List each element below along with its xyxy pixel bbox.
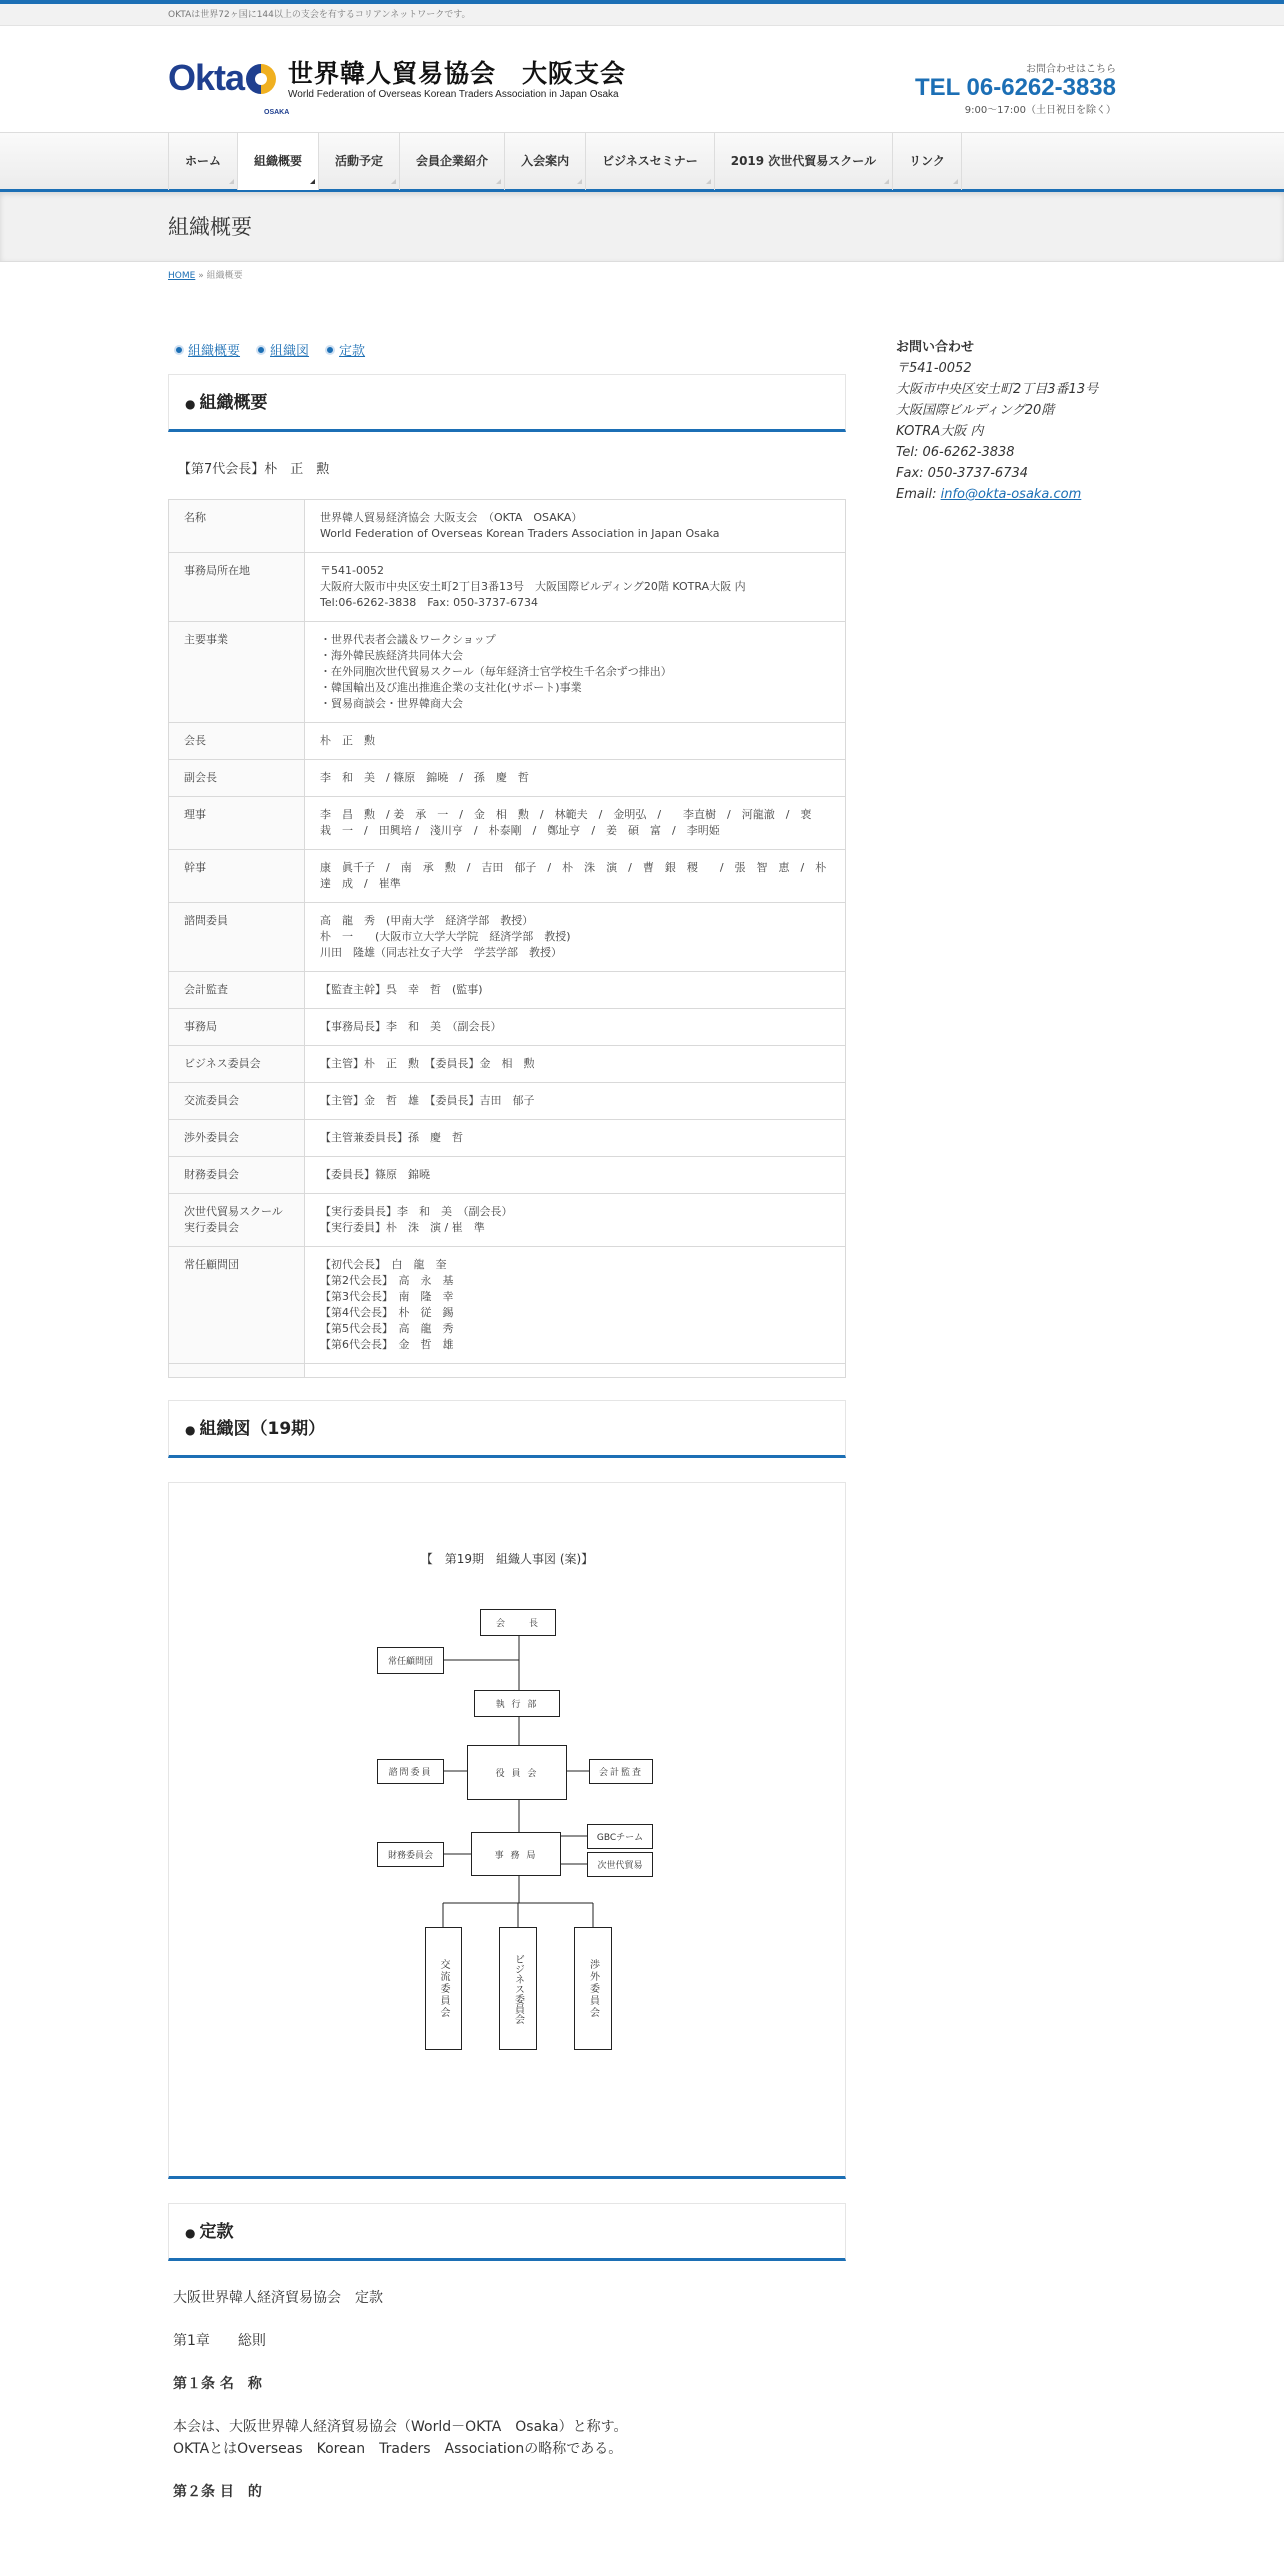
sidebar-zip: 〒541-0052 — [896, 361, 972, 376]
sidebar-contact — [896, 337, 1136, 505]
table-row — [169, 1083, 846, 1120]
table-row-label: 名称 — [169, 500, 305, 553]
table-row — [169, 1009, 846, 1046]
table-row — [169, 1120, 846, 1157]
anchor-links — [168, 340, 846, 359]
table-row — [169, 500, 846, 553]
table-row-value: 【主管】金 哲 雄 【委員長】吉田 郁子 — [305, 1083, 846, 1120]
breadcrumb — [168, 268, 1116, 281]
top-bar — [0, 4, 1284, 26]
teikan-title: 大阪世界韓人経済貿易協会 定款 — [173, 2290, 383, 2306]
anchor-link-overview[interactable]: 組織概要 — [174, 340, 240, 359]
sidebar-address-3: KOTRA大阪 内 — [896, 424, 984, 439]
nav-corner-icon — [577, 179, 582, 184]
org-node-jisedai: 次世代貿易 — [587, 1852, 653, 1877]
bullet-icon — [256, 345, 266, 355]
organization-table — [168, 499, 846, 1378]
table-row — [169, 1364, 846, 1378]
table-row-label: 会計監査 — [169, 972, 305, 1009]
table-row — [169, 1046, 846, 1083]
org-node-shogai: 渉外委員会 — [574, 1927, 612, 2050]
logo-japanese-name: 世界韓人貿易協会 大阪支会 — [288, 59, 627, 88]
sidebar-email-label: Email: — [896, 487, 941, 502]
nav-item-schedule[interactable]: 活動予定 — [319, 133, 400, 190]
table-row-value: 李 和 美 / 篠原 錦曉 / 孫 慶 哲 — [305, 760, 846, 797]
header-contact-label: お問合わせはこちら — [1026, 64, 1116, 75]
table-row-label: 幹事 — [169, 850, 305, 903]
table-row-label — [169, 1364, 305, 1378]
section-heading-teikan: ● 定款 — [168, 2203, 846, 2261]
table-row-label: 主要事業 — [169, 622, 305, 723]
sidebar-tel: Tel: 06-6262-3838 — [896, 445, 1015, 460]
teikan-article-1-line2: OKTAとはOverseas Korean Traders Associationの略称である。 — [173, 2441, 623, 2457]
nav-item-organization[interactable]: 組織概要 — [238, 133, 319, 190]
nav-corner-icon — [391, 179, 396, 184]
table-row-label: 理事 — [169, 797, 305, 850]
org-chart-title: 【 第19期 組織人事図 (案)】 — [420, 1552, 594, 1566]
logo-english-name: World Federation of Overseas Korean Traders Association in Japan Osaka — [288, 89, 619, 100]
table-row-value: 朴 正 勲 — [305, 723, 846, 760]
table-row-value: 【主管兼委員長】孫 慶 哲 — [305, 1120, 846, 1157]
sidebar-title: お問い合わせ — [896, 340, 975, 355]
nav-item-trade-school[interactable]: 2019 次世代貿易スクール — [715, 133, 893, 190]
table-row-value: 【事務局長】李 和 美 （副会長） — [305, 1009, 846, 1046]
org-node-zaimu: 財務委員会 — [377, 1842, 444, 1867]
nav-corner-icon — [706, 179, 711, 184]
org-node-shikko: 執 行 部 — [474, 1690, 560, 1717]
org-node-shimon: 諮問委員 — [377, 1759, 444, 1784]
table-row — [169, 723, 846, 760]
site-header — [168, 26, 1116, 132]
breadcrumb-home-link[interactable]: HOME — [168, 271, 196, 281]
nav-corner-icon — [229, 179, 234, 184]
org-node-jimu: 事 務 局 — [471, 1832, 561, 1876]
bullet-icon — [325, 345, 335, 355]
logo-okta-text: Okta OSAKA — [168, 57, 290, 116]
breadcrumb-separator: » — [198, 271, 204, 281]
nav-item-seminar[interactable]: ビジネスセミナー — [586, 133, 715, 190]
table-row-value: 【委員長】篠原 錦曉 — [305, 1157, 846, 1194]
org-node-koryu: 交流委員会 — [425, 1927, 462, 2050]
table-row-value: 高 龍 秀 (甲南大学 経済学部 教授） 朴 一 (大阪市立大学大学院 経済学部 教授) 川田 隆雄（同志社女子大学 学芸学部 教授） — [305, 903, 846, 972]
anchor-link-chart[interactable]: 組織図 — [256, 340, 309, 359]
nav-item-links[interactable]: リンク — [893, 133, 962, 190]
nav-item-members[interactable]: 会員企業紹介 — [400, 133, 505, 190]
header-contact — [915, 60, 1116, 116]
table-row-label: 渉外委員会 — [169, 1120, 305, 1157]
table-row — [169, 1157, 846, 1194]
main-content — [168, 340, 846, 2524]
table-row-label: 財務委員会 — [169, 1157, 305, 1194]
table-row — [169, 760, 846, 797]
breadcrumb-current: 組織概要 — [206, 271, 243, 281]
sidebar-address-2: 大阪国際ビルディング20階 — [896, 403, 1055, 418]
president-line: 【第7代会長】朴 正 勲 — [178, 462, 330, 477]
teikan-content — [168, 2287, 846, 2503]
org-node-gbc: GBCチーム — [587, 1824, 653, 1849]
header-hours: 9:00～17:00（土日祝日を除く） — [964, 105, 1116, 116]
table-row-value: 李 昌 勲 / 姜 承 一 / 金 相 勲 / 林範夫 / 金明弘 / 李直樹 / 河龍澈 / 裵 栽 一 / 田興培 / 淺川亨 / 朴泰剛 / 鄭址亨 / 姜 碩 富 / 李明姫 — [305, 797, 846, 850]
table-row-label: 会長 — [169, 723, 305, 760]
table-row-label: 常任顧問団 — [169, 1247, 305, 1364]
sidebar-fax: Fax: 050-3737-6734 — [896, 466, 1029, 481]
table-row-label: 副会長 — [169, 760, 305, 797]
table-row — [169, 1194, 846, 1247]
table-row — [169, 850, 846, 903]
table-row-value: 【主管】朴 正 勲 【委員長】金 相 勲 — [305, 1046, 846, 1083]
table-row — [169, 972, 846, 1009]
teikan-article-1: 第１条 名 称 — [173, 2376, 262, 2392]
table-row-value: 世界韓人貿易経済協会 大阪支会 （OKTA OSAKA） World Federation of Overseas Korean Traders Association in Japan Osaka — [305, 500, 846, 553]
table-row — [169, 622, 846, 723]
table-row-value: 康 眞千子 / 南 承 勲 / 吉田 郁子 / 朴 洙 演 / 曹 銀 稷 / 張 智 恵 / 朴 達 成 / 崔準 — [305, 850, 846, 903]
table-row — [169, 903, 846, 972]
table-row-label: ビジネス委員会 — [169, 1046, 305, 1083]
org-node-kansa: 会計監査 — [589, 1759, 653, 1784]
site-logo[interactable] — [168, 57, 627, 116]
table-row — [169, 1247, 846, 1364]
table-row — [169, 797, 846, 850]
table-row-value: 【実行委員長】李 和 美 （副会長） 【実行委員】朴 洙 演 / 崔 準 — [305, 1194, 846, 1247]
teikan-article-1-line1: 本会は、大阪世界韓人経済貿易協会（World－OKTA Osaka）と称す。 — [173, 2419, 628, 2435]
nav-item-home[interactable]: ホーム — [169, 133, 238, 190]
nav-corner-icon — [953, 179, 958, 184]
page-title: 組織概要 — [168, 215, 252, 239]
global-nav — [0, 132, 1284, 192]
table-row-label: 交流委員会 — [169, 1083, 305, 1120]
org-chart-connectors — [169, 1483, 845, 2177]
table-row-value — [305, 1364, 846, 1378]
nav-corner-icon — [310, 179, 315, 184]
header-phone-link[interactable]: TEL 06-6262-3838 — [914, 74, 1116, 101]
table-row — [169, 553, 846, 622]
table-row-label: 次世代貿易スクール実行委員会 — [169, 1194, 305, 1247]
section-heading-overview: ● 組織概要 — [168, 374, 846, 432]
bullet-icon — [174, 345, 184, 355]
org-node-business: ビジネス委員会 — [499, 1927, 537, 2050]
top-bar-text: OKTAは世界72ヶ国に144以上の支会を有するコリアンネットワークです。 — [168, 10, 471, 20]
org-node-yakuin: 役 員 会 — [467, 1745, 567, 1800]
table-row-label: 諮問委員 — [169, 903, 305, 972]
teikan-chapter: 第1章 総則 — [173, 2333, 266, 2349]
nav-corner-icon — [496, 179, 501, 184]
page-header — [0, 192, 1284, 262]
sidebar-email-link[interactable]: info@okta-osaka.com — [940, 487, 1082, 502]
table-row-label: 事務局所在地 — [169, 553, 305, 622]
org-node-kaicho: 会 長 — [480, 1609, 556, 1636]
logo-emblem-icon — [246, 64, 276, 94]
nav-corner-icon — [884, 179, 889, 184]
table-row-value: ・世界代表者会議＆ワークショップ ・海外韓民族経済共同体大会 ・在外同胞次世代貿易スクール（毎年経済士官学校生千名余ずつ排出） ・韓国輸出及び進出推進企業の支社化(サポート)事業 ・貿易商談会・世界韓商大会 — [305, 622, 846, 723]
anchor-link-teikan[interactable]: 定款 — [325, 340, 365, 359]
org-node-komon: 常任顧問団 — [377, 1647, 444, 1674]
org-chart — [168, 1482, 846, 2179]
table-row-label: 事務局 — [169, 1009, 305, 1046]
section-heading-chart: ● 組織図（19期） — [168, 1400, 846, 1458]
nav-item-join[interactable]: 入会案内 — [505, 133, 586, 190]
table-row-value: 【初代会長】 白 龍 奎 【第2代会長】 高 永 基 【第3代会長】 南 隆 幸 【第4代会長】 朴 従 錫 【第5代会長】 高 龍 秀 【第6代会長】 金 哲 雄 — [305, 1247, 846, 1364]
sidebar-address-1: 大阪市中央区安土町2丁目3番13号 — [896, 382, 1099, 397]
teikan-article-2: 第２条 目 的 — [173, 2484, 262, 2500]
table-row-value: 〒541-0052 大阪府大阪市中央区安土町2丁目3番13号 大阪国際ビルディング20階 KOTRA大阪 内 Tel:06-6262-3838 Fax: 050-3737-6734 — [305, 553, 846, 622]
table-row-value: 【監査主幹】呉 幸 哲 (監事) — [305, 972, 846, 1009]
